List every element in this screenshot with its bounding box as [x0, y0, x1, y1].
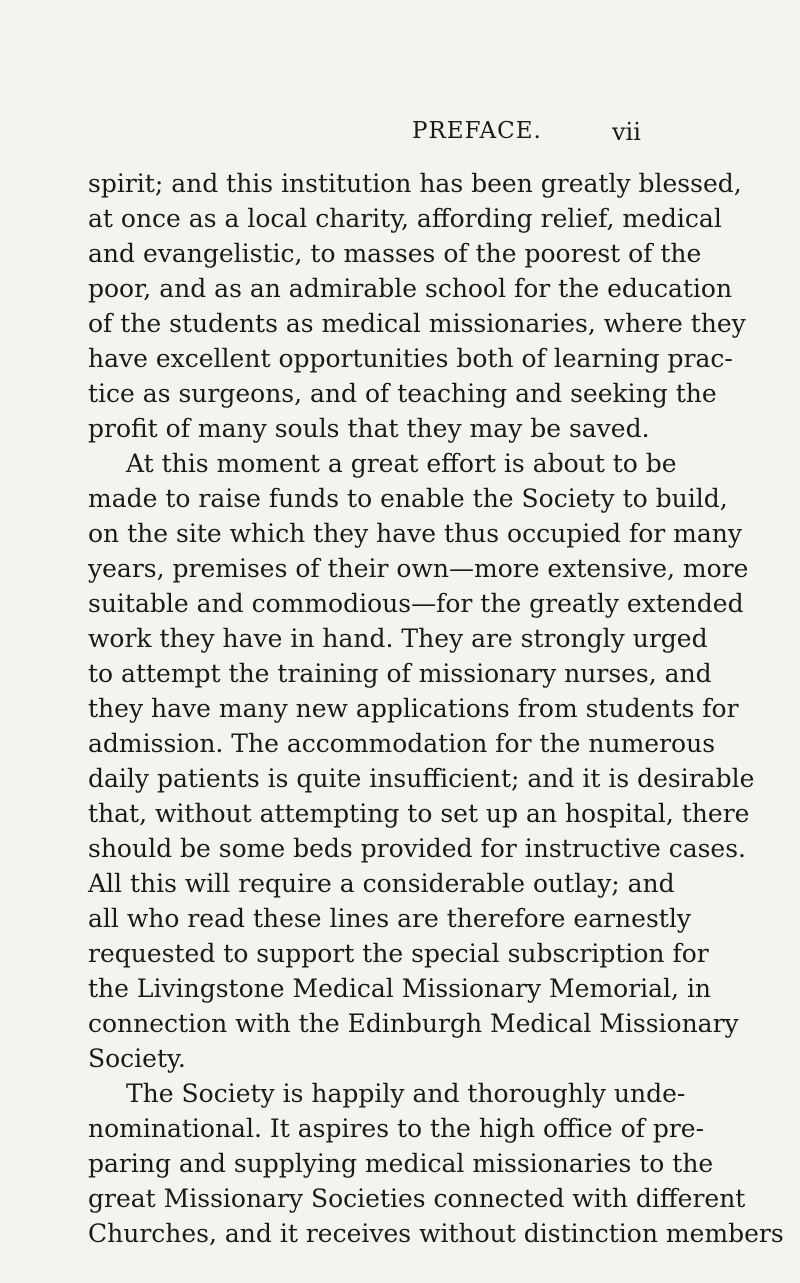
text-line: of the students as medical missionaries, where they	[88, 309, 746, 338]
text-line: all who read these lines are therefore earnestly	[88, 904, 691, 933]
text-line: made to raise funds to enable the Society to build,	[88, 484, 728, 513]
text-line: Churches, and it receives without distinction members	[88, 1219, 784, 1248]
text-line: great Missionary Societies connected with different	[88, 1184, 746, 1213]
text-line: work they have in hand. They are strongly urged	[88, 624, 708, 653]
text-line: on the site which they have thus occupied for many	[88, 519, 742, 548]
text-line: connection with the Edinburgh Medical Missionary	[88, 1009, 739, 1038]
text-line: admission. The accommodation for the numerous	[88, 729, 716, 758]
page-number: vii	[612, 118, 641, 146]
text-line: The Society is happily and thoroughly unde-	[126, 1079, 686, 1108]
text-line: paring and supplying medical missionaries to the	[88, 1149, 714, 1178]
text-line: Society.	[88, 1044, 186, 1073]
text-line: should be some beds provided for instructive cases.	[88, 834, 746, 863]
running-head	[0, 118, 800, 148]
text-line: have excellent opportunities both of learning prac-	[88, 344, 733, 373]
text-line: at once as a local charity, affording relief, medical	[88, 204, 722, 233]
text-line: the Livingstone Medical Missionary Memorial, in	[88, 974, 712, 1003]
text-line: years, premises of their own—more extensive, more	[88, 554, 749, 583]
text-line: All this will require a considerable outlay; and	[88, 869, 675, 898]
text-line: daily patients is quite insufficient; and it is desirable	[88, 764, 755, 793]
text-line: they have many new applications from students for	[88, 694, 739, 723]
text-line: tice as surgeons, and of teaching and seeking the	[88, 379, 717, 408]
text-line: suitable and commodious—for the greatly extended	[88, 589, 744, 618]
text-line: and evangelistic, to masses of the poorest of the	[88, 239, 702, 268]
text-line: nominational. It aspires to the high office of pre-	[88, 1114, 705, 1143]
text-line: At this moment a great effort is about to be	[126, 449, 677, 478]
running-head-title: PREFACE.	[412, 118, 542, 144]
body-text	[88, 166, 784, 1251]
text-line: spirit; and this institution has been greatly blessed,	[88, 169, 742, 198]
text-line: that, without attempting to set up an hospital, there	[88, 799, 750, 828]
text-line: to attempt the training of missionary nurses, and	[88, 659, 712, 688]
text-line: profit of many souls that they may be saved.	[88, 414, 650, 443]
text-line: requested to support the special subscription for	[88, 939, 709, 968]
text-line: poor, and as an admirable school for the education	[88, 274, 733, 303]
